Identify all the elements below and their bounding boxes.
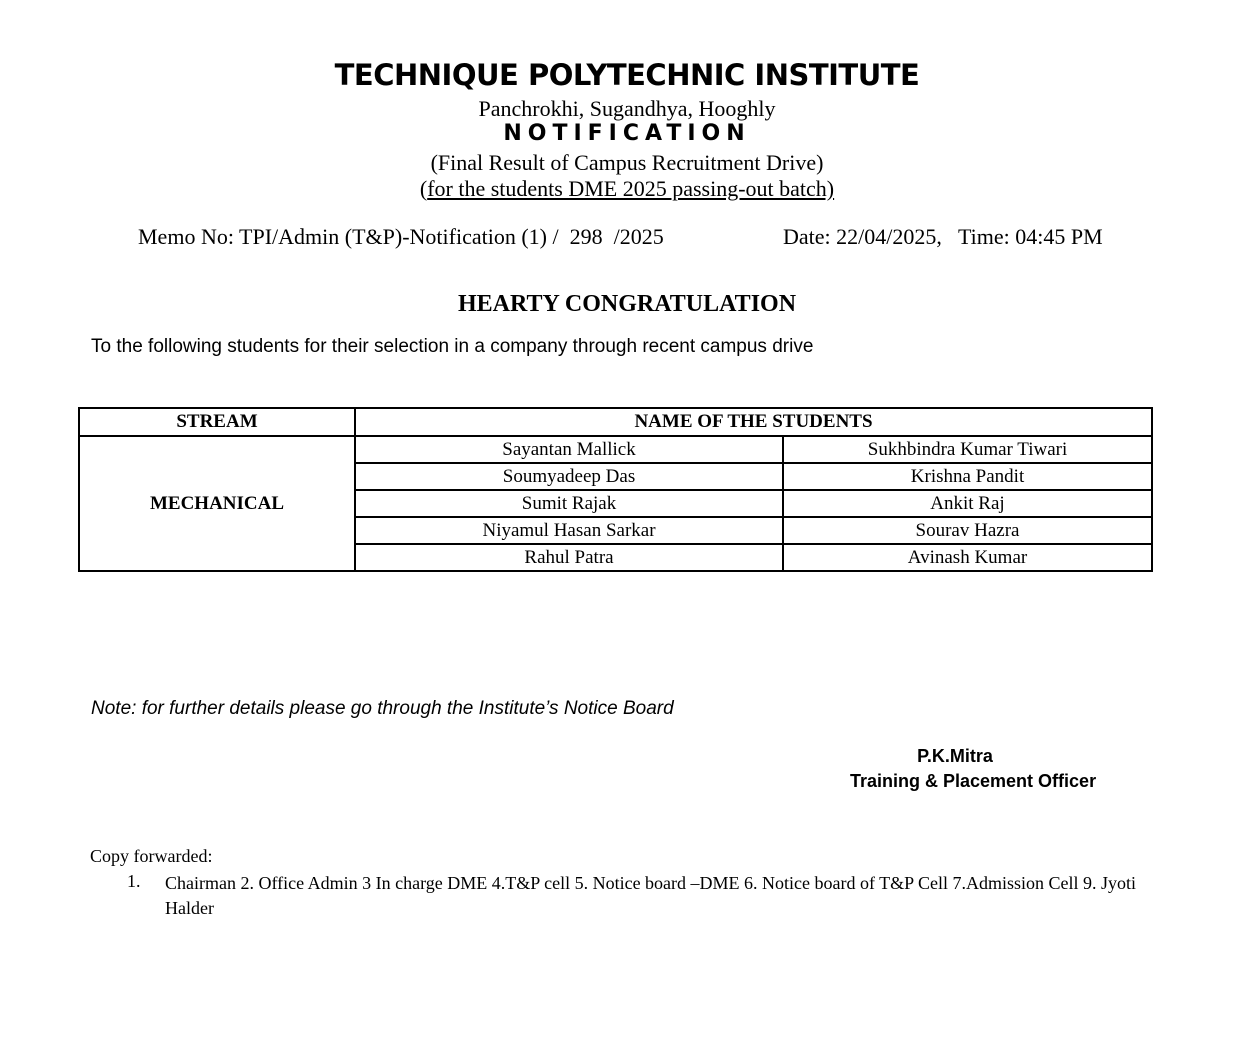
memo-date-time: Date: 22/04/2025, Time: 04:45 PM: [783, 224, 1103, 249]
stream-header: STREAM: [79, 408, 355, 436]
names-header: NAME OF THE STUDENTS: [355, 408, 1152, 436]
signatory-title: Training & Placement Officer: [850, 771, 1097, 791]
memo-number: Memo No: TPI/Admin (T&P)-Notification (1) / 298 /2025: [138, 224, 664, 249]
copy-forwarded-label: Copy forwarded:: [90, 846, 213, 866]
batch-subtitle-text: for the students DME 2025 passing-out batch): [427, 176, 835, 201]
note-text: Note: for further details please go through the Institute’s Notice Board: [91, 698, 674, 719]
student-name: Sukhbindra Kumar Tiwari: [783, 436, 1152, 463]
student-name: Soumyadeep Das: [355, 463, 783, 490]
student-name: Ankit Raj: [783, 490, 1152, 517]
results-table: [78, 407, 1153, 572]
student-name: Sourav Hazra: [783, 517, 1152, 544]
table-row: [79, 436, 1152, 463]
student-name: Sumit Rajak: [355, 490, 783, 517]
student-name: Niyamul Hasan Sarkar: [355, 517, 783, 544]
copy-list-number: 1.: [127, 871, 141, 891]
notification-heading: NOTIFICATION: [503, 121, 751, 146]
batch-subtitle-paren: (: [419, 176, 428, 201]
congratulation-heading: HEARTY CONGRATULATION: [457, 291, 797, 317]
stream-name: MECHANICAL: [79, 436, 355, 571]
notification-subtitle: (Final Result of Campus Recruitment Drive): [430, 150, 824, 175]
student-name: Krishna Pandit: [783, 463, 1152, 490]
student-name: Rahul Patra: [355, 544, 783, 571]
table-header-row: [79, 408, 1152, 436]
student-name: Avinash Kumar: [783, 544, 1152, 571]
copy-forwarded-list: Chairman 2. Office Admin 3 In charge DME 4.T&P cell 5. Notice board –DME 6. Notice board of T&P Cell 7.Admission Cell 9. Jyoti Halder: [165, 873, 1137, 918]
institute-address: Panchrokhi, Sugandhya, Hooghly: [478, 96, 776, 121]
institute-name: TECHNIQUE POLYTECHNIC INSTITUTE: [334, 58, 920, 92]
notification-batch-subtitle: [0, 176, 1239, 202]
signatory-name: P.K.Mitra: [917, 746, 993, 766]
student-name: Sayantan Mallick: [355, 436, 783, 463]
intro-text: To the following students for their selection in a company through recent campus drive: [91, 336, 814, 357]
